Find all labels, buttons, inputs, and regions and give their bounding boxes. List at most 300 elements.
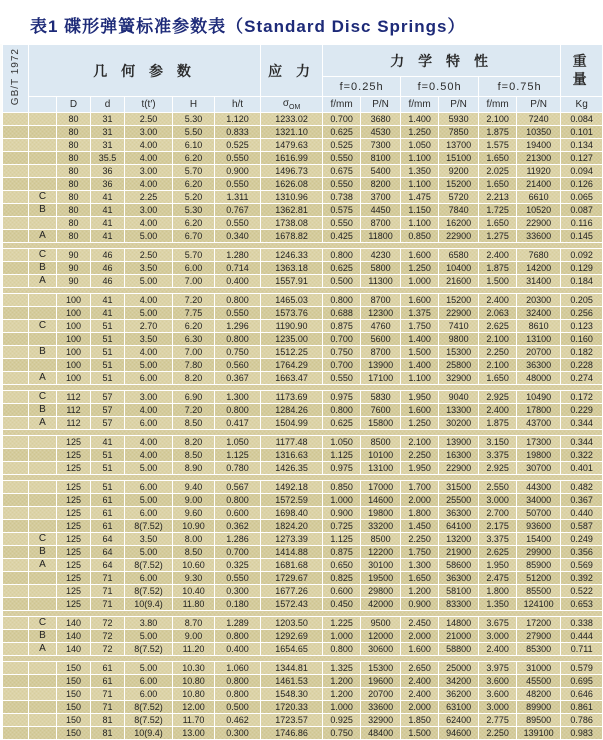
cell-d: 57 (91, 404, 125, 417)
cell-f-075h: 2.550 (479, 481, 517, 494)
cell-p-050h: 5930 (439, 113, 479, 126)
table-row (3, 449, 603, 462)
cell-p-050h: 7850 (439, 126, 479, 139)
cell-p-050h: 25000 (439, 662, 479, 675)
cell-p-050h: 5720 (439, 191, 479, 204)
cell-kg: 0.322 (561, 449, 603, 462)
cell-f-075h: 3.975 (479, 662, 517, 675)
cell-p-025h: 13900 (361, 359, 401, 372)
cell-gbt-margin (3, 320, 29, 333)
cell-t: 10(9.4) (125, 727, 173, 740)
cell-p-025h: 12300 (361, 307, 401, 320)
cell-D: 112 (57, 404, 91, 417)
cell-gbt-margin (3, 346, 29, 359)
cell-f-050h: 1.100 (401, 217, 439, 230)
cell-f-025h: 0.750 (323, 727, 361, 740)
cell-d: 51 (91, 449, 125, 462)
cell-f-025h: 0.500 (323, 275, 361, 288)
cell-p-025h: 30600 (361, 643, 401, 656)
cell-f-025h: 0.675 (323, 165, 361, 178)
cell-gbt-margin (3, 494, 29, 507)
cell-H: 11.80 (173, 598, 215, 611)
cell-f-025h: 1.225 (323, 617, 361, 630)
cell-class: B (29, 630, 57, 643)
table-row (3, 533, 603, 546)
cell-p-075h: 34000 (517, 494, 561, 507)
cell-f-025h: 0.925 (323, 714, 361, 727)
table-row (3, 585, 603, 598)
table-row (3, 113, 603, 126)
cell-sigma-om: 1284.26 (261, 404, 323, 417)
cell-p-075h: 33600 (517, 230, 561, 243)
cell-class: A (29, 372, 57, 385)
cell-p-025h: 12200 (361, 546, 401, 559)
cell-p-050h: 16300 (439, 449, 479, 462)
cell-p-050h: 15100 (439, 152, 479, 165)
cell-f-050h: 2.250 (401, 449, 439, 462)
cell-class (29, 714, 57, 727)
cell-gbt-margin (3, 113, 29, 126)
cell-d: 41 (91, 204, 125, 217)
cell-gbt-margin (3, 617, 29, 630)
header-col-p-075h: P/N (517, 97, 561, 113)
header-row-groups (3, 45, 603, 77)
cell-kg: 0.184 (561, 275, 603, 288)
cell-ht: 0.833 (215, 126, 261, 139)
cell-p-050h: 13700 (439, 139, 479, 152)
cell-ht: 0.767 (215, 204, 261, 217)
header-class-col (29, 97, 57, 113)
cell-f-025h: 0.875 (323, 546, 361, 559)
cell-t: 8(7.52) (125, 701, 173, 714)
cell-p-025h: 32900 (361, 714, 401, 727)
cell-p-075h: 50700 (517, 507, 561, 520)
cell-gbt-margin (3, 662, 29, 675)
cell-D: 90 (57, 249, 91, 262)
cell-gbt-margin (3, 391, 29, 404)
cell-kg: 0.172 (561, 391, 603, 404)
cell-p-050h: 9800 (439, 333, 479, 346)
cell-f-075h: 1.575 (479, 139, 517, 152)
cell-p-075h: 85900 (517, 559, 561, 572)
cell-f-025h: 0.800 (323, 249, 361, 262)
cell-d: 57 (91, 417, 125, 430)
cell-f-050h: 2.250 (401, 533, 439, 546)
cell-sigma-om: 1190.90 (261, 320, 323, 333)
cell-ht: 1.311 (215, 191, 261, 204)
cell-p-075h: 8610 (517, 320, 561, 333)
table-body (3, 113, 603, 740)
cell-t: 8(7.52) (125, 585, 173, 598)
cell-d: 61 (91, 494, 125, 507)
cell-p-075h: 10350 (517, 126, 561, 139)
cell-D: 90 (57, 275, 91, 288)
cell-D: 150 (57, 675, 91, 688)
cell-gbt-margin (3, 152, 29, 165)
cell-ht: 1.296 (215, 320, 261, 333)
cell-t: 6.00 (125, 688, 173, 701)
table-row (3, 307, 603, 320)
cell-p-075h: 20300 (517, 294, 561, 307)
cell-f-025h: 0.625 (323, 417, 361, 430)
cell-H: 11.20 (173, 643, 215, 656)
cell-p-075h: 10490 (517, 391, 561, 404)
table-row (3, 675, 603, 688)
cell-class: C (29, 533, 57, 546)
cell-p-050h: 64100 (439, 520, 479, 533)
cell-ht: 0.800 (215, 630, 261, 643)
cell-f-050h: 1.600 (401, 404, 439, 417)
cell-p-025h: 33200 (361, 520, 401, 533)
cell-gbt-margin (3, 404, 29, 417)
cell-f-025h: 0.975 (323, 462, 361, 475)
cell-d: 61 (91, 662, 125, 675)
table-row (3, 436, 603, 449)
cell-sigma-om: 1344.81 (261, 662, 323, 675)
cell-f-050h: 1.850 (401, 714, 439, 727)
cell-f-050h: 1.300 (401, 559, 439, 572)
cell-sigma-om: 1746.86 (261, 727, 323, 740)
cell-kg: 0.182 (561, 346, 603, 359)
cell-class: B (29, 204, 57, 217)
cell-t: 6.00 (125, 507, 173, 520)
cell-p-025h: 15800 (361, 417, 401, 430)
table-row (3, 572, 603, 585)
cell-kg: 0.160 (561, 333, 603, 346)
cell-sigma-om: 1738.08 (261, 217, 323, 230)
cell-p-025h: 4530 (361, 126, 401, 139)
cell-kg: 0.401 (561, 462, 603, 475)
cell-f-050h: 1.600 (401, 294, 439, 307)
cell-d: 36 (91, 178, 125, 191)
cell-class: A (29, 275, 57, 288)
cell-H: 9.00 (173, 630, 215, 643)
cell-D: 125 (57, 559, 91, 572)
cell-f-050h: 0.900 (401, 598, 439, 611)
cell-d: 41 (91, 436, 125, 449)
cell-f-075h: 3.375 (479, 449, 517, 462)
cell-gbt-margin (3, 178, 29, 191)
cell-p-075h: 15400 (517, 533, 561, 546)
cell-f-075h: 2.475 (479, 572, 517, 585)
cell-D: 125 (57, 572, 91, 585)
cell-f-050h: 2.000 (401, 701, 439, 714)
cell-f-075h: 3.000 (479, 494, 517, 507)
header-col-f-050h: f/mm (401, 97, 439, 113)
cell-kg: 0.274 (561, 372, 603, 385)
cell-t: 8(7.52) (125, 714, 173, 727)
cell-ht: 0.525 (215, 139, 261, 152)
cell-f-075h: 2.925 (479, 391, 517, 404)
cell-kg: 0.249 (561, 533, 603, 546)
cell-class (29, 139, 57, 152)
cell-p-050h: 7410 (439, 320, 479, 333)
cell-H: 10.40 (173, 585, 215, 598)
cell-f-050h: 1.600 (401, 249, 439, 262)
cell-f-025h: 0.850 (323, 481, 361, 494)
cell-f-025h: 1.200 (323, 688, 361, 701)
cell-f-025h: 0.800 (323, 643, 361, 656)
cell-class: A (29, 230, 57, 243)
cell-ht: 0.800 (215, 404, 261, 417)
cell-class (29, 294, 57, 307)
cell-class: B (29, 546, 57, 559)
cell-sigma-om: 1504.99 (261, 417, 323, 430)
cell-kg: 0.587 (561, 520, 603, 533)
cell-t: 6.00 (125, 372, 173, 385)
cell-f-050h: 1.375 (401, 307, 439, 320)
cell-p-025h: 4760 (361, 320, 401, 333)
cell-D: 125 (57, 533, 91, 546)
cell-f-050h: 1.800 (401, 507, 439, 520)
cell-p-075h: 48000 (517, 372, 561, 385)
cell-kg: 0.094 (561, 165, 603, 178)
cell-d: 81 (91, 727, 125, 740)
cell-f-050h: 2.650 (401, 662, 439, 675)
cell-H: 6.20 (173, 152, 215, 165)
cell-p-050h: 25800 (439, 359, 479, 372)
cell-t: 3.00 (125, 165, 173, 178)
table-row (3, 701, 603, 714)
cell-f-025h: 0.700 (323, 359, 361, 372)
cell-kg: 0.356 (561, 546, 603, 559)
cell-gbt-margin (3, 533, 29, 546)
cell-ht: 0.550 (215, 152, 261, 165)
cell-p-025h: 17000 (361, 481, 401, 494)
cell-H: 10.30 (173, 662, 215, 675)
cell-ht: 0.180 (215, 598, 261, 611)
cell-f-025h: 0.975 (323, 391, 361, 404)
cell-H: 7.75 (173, 307, 215, 320)
cell-p-075h: 30700 (517, 462, 561, 475)
header-gbt-standard (3, 45, 29, 113)
cell-f-075h: 2.700 (479, 507, 517, 520)
cell-kg: 0.569 (561, 559, 603, 572)
cell-gbt-margin (3, 191, 29, 204)
cell-class (29, 307, 57, 320)
cell-f-050h: 1.400 (401, 333, 439, 346)
cell-f-050h: 1.200 (401, 585, 439, 598)
cell-ht: 1.125 (215, 449, 261, 462)
cell-D: 80 (57, 152, 91, 165)
cell-p-075h: 51200 (517, 572, 561, 585)
cell-ht: 0.567 (215, 481, 261, 494)
cell-sigma-om: 1573.76 (261, 307, 323, 320)
cell-class: A (29, 559, 57, 572)
cell-f-050h: 1.400 (401, 113, 439, 126)
cell-p-050h: 34200 (439, 675, 479, 688)
cell-kg: 0.228 (561, 359, 603, 372)
cell-D: 125 (57, 436, 91, 449)
cell-f-050h: 1.250 (401, 126, 439, 139)
cell-gbt-margin (3, 307, 29, 320)
cell-f-075h: 3.375 (479, 533, 517, 546)
table-row (3, 372, 603, 385)
cell-d: 61 (91, 507, 125, 520)
cell-ht: 0.800 (215, 675, 261, 688)
cell-gbt-margin (3, 333, 29, 346)
cell-f-025h: 0.800 (323, 294, 361, 307)
cell-f-025h: 0.625 (323, 262, 361, 275)
cell-sigma-om: 1548.30 (261, 688, 323, 701)
cell-gbt-margin (3, 727, 29, 740)
cell-d: 46 (91, 249, 125, 262)
cell-d: 57 (91, 391, 125, 404)
cell-class (29, 152, 57, 165)
table-row (3, 230, 603, 243)
cell-t: 2.50 (125, 249, 173, 262)
cell-f-025h: 1.325 (323, 662, 361, 675)
cell-gbt-margin (3, 139, 29, 152)
cell-gbt-margin (3, 714, 29, 727)
cell-t: 3.50 (125, 333, 173, 346)
cell-f-050h: 2.100 (401, 436, 439, 449)
cell-t: 4.00 (125, 449, 173, 462)
cell-p-075h: 21300 (517, 152, 561, 165)
cell-H: 6.90 (173, 391, 215, 404)
gbt-standard-label: GB/T 1972 (10, 48, 21, 106)
cell-d: 41 (91, 230, 125, 243)
cell-H: 8.00 (173, 533, 215, 546)
cell-D: 100 (57, 359, 91, 372)
cell-ht: 0.800 (215, 294, 261, 307)
cell-D: 90 (57, 262, 91, 275)
cell-f-025h: 0.525 (323, 139, 361, 152)
cell-f-075h: 2.100 (479, 359, 517, 372)
header-col-sigma-om: $\sigma_{OM}$ (261, 97, 323, 113)
cell-p-025h: 19800 (361, 507, 401, 520)
cell-kg: 0.440 (561, 507, 603, 520)
cell-class (29, 520, 57, 533)
cell-f-075h: 1.875 (479, 417, 517, 430)
cell-f-075h: 2.250 (479, 346, 517, 359)
table-row (3, 275, 603, 288)
header-col-p-025h: P/N (361, 97, 401, 113)
cell-p-075h: 19800 (517, 449, 561, 462)
header-stress: 应 力 (261, 45, 323, 97)
cell-d: 64 (91, 559, 125, 572)
cell-D: 100 (57, 320, 91, 333)
cell-t: 5.00 (125, 230, 173, 243)
cell-f-025h: 1.125 (323, 533, 361, 546)
cell-f-050h: 1.150 (401, 204, 439, 217)
cell-D: 80 (57, 217, 91, 230)
cell-sigma-om: 1572.59 (261, 494, 323, 507)
cell-class (29, 217, 57, 230)
cell-ht: 0.325 (215, 559, 261, 572)
cell-ht: 0.367 (215, 372, 261, 385)
cell-f-025h: 0.800 (323, 404, 361, 417)
table-row (3, 249, 603, 262)
cell-f-025h: 0.550 (323, 178, 361, 191)
cell-t: 4.00 (125, 346, 173, 359)
cell-gbt-margin (3, 249, 29, 262)
cell-f-050h: 1.475 (401, 191, 439, 204)
cell-p-050h: 13200 (439, 533, 479, 546)
cell-ht: 0.560 (215, 359, 261, 372)
cell-D: 100 (57, 346, 91, 359)
cell-sigma-om: 1203.50 (261, 617, 323, 630)
cell-f-075h: 2.625 (479, 546, 517, 559)
table-row (3, 714, 603, 727)
cell-t: 2.70 (125, 320, 173, 333)
table-row (3, 333, 603, 346)
cell-kg: 0.482 (561, 481, 603, 494)
cell-sigma-om: 1698.40 (261, 507, 323, 520)
cell-d: 51 (91, 333, 125, 346)
cell-f-075h: 1.725 (479, 204, 517, 217)
cell-p-050h: 36300 (439, 507, 479, 520)
cell-p-025h: 3680 (361, 113, 401, 126)
cell-f-075h: 3.000 (479, 630, 517, 643)
cell-p-050h: 7840 (439, 204, 479, 217)
cell-p-075h: 32400 (517, 307, 561, 320)
cell-p-075h: 45500 (517, 675, 561, 688)
cell-H: 7.00 (173, 346, 215, 359)
cell-ht: 0.714 (215, 262, 261, 275)
table-row (3, 481, 603, 494)
table-row (3, 359, 603, 372)
cell-d: 71 (91, 688, 125, 701)
cell-d: 31 (91, 113, 125, 126)
cell-sigma-om: 1316.63 (261, 449, 323, 462)
cell-d: 51 (91, 462, 125, 475)
cell-f-050h: 2.000 (401, 494, 439, 507)
cell-ht: 1.300 (215, 391, 261, 404)
cell-ht: 0.800 (215, 333, 261, 346)
cell-class (29, 126, 57, 139)
cell-d: 46 (91, 262, 125, 275)
cell-p-075h: 44300 (517, 481, 561, 494)
cell-f-050h: 1.350 (401, 165, 439, 178)
cell-kg: 0.101 (561, 126, 603, 139)
cell-d: 61 (91, 675, 125, 688)
cell-class: C (29, 391, 57, 404)
cell-sigma-om: 1363.18 (261, 262, 323, 275)
cell-kg: 0.344 (561, 436, 603, 449)
cell-gbt-margin (3, 372, 29, 385)
cell-gbt-margin (3, 701, 29, 714)
cell-f-075h: 2.400 (479, 404, 517, 417)
cell-f-075h: 1.650 (479, 217, 517, 230)
cell-gbt-margin (3, 585, 29, 598)
cell-p-075h: 29900 (517, 546, 561, 559)
header-col-t: t(t′) (125, 97, 173, 113)
cell-D: 100 (57, 294, 91, 307)
cell-gbt-margin (3, 630, 29, 643)
cell-H: 5.70 (173, 249, 215, 262)
cell-f-050h: 2.450 (401, 617, 439, 630)
cell-ht: 0.550 (215, 572, 261, 585)
cell-p-025h: 7300 (361, 139, 401, 152)
cell-f-075h: 1.875 (479, 126, 517, 139)
cell-p-075h: 89900 (517, 701, 561, 714)
cell-sigma-om: 1654.65 (261, 643, 323, 656)
cell-class: C (29, 320, 57, 333)
cell-p-025h: 33600 (361, 701, 401, 714)
cell-H: 5.30 (173, 204, 215, 217)
cell-ht: 0.750 (215, 346, 261, 359)
cell-H: 13.00 (173, 727, 215, 740)
cell-f-025h: 0.700 (323, 333, 361, 346)
cell-H: 6.20 (173, 320, 215, 333)
cell-f-075h: 2.400 (479, 249, 517, 262)
cell-kg: 0.092 (561, 249, 603, 262)
cell-p-050h: 15300 (439, 346, 479, 359)
cell-kg: 0.084 (561, 113, 603, 126)
cell-p-075h: 43700 (517, 417, 561, 430)
cell-sigma-om: 1246.33 (261, 249, 323, 262)
